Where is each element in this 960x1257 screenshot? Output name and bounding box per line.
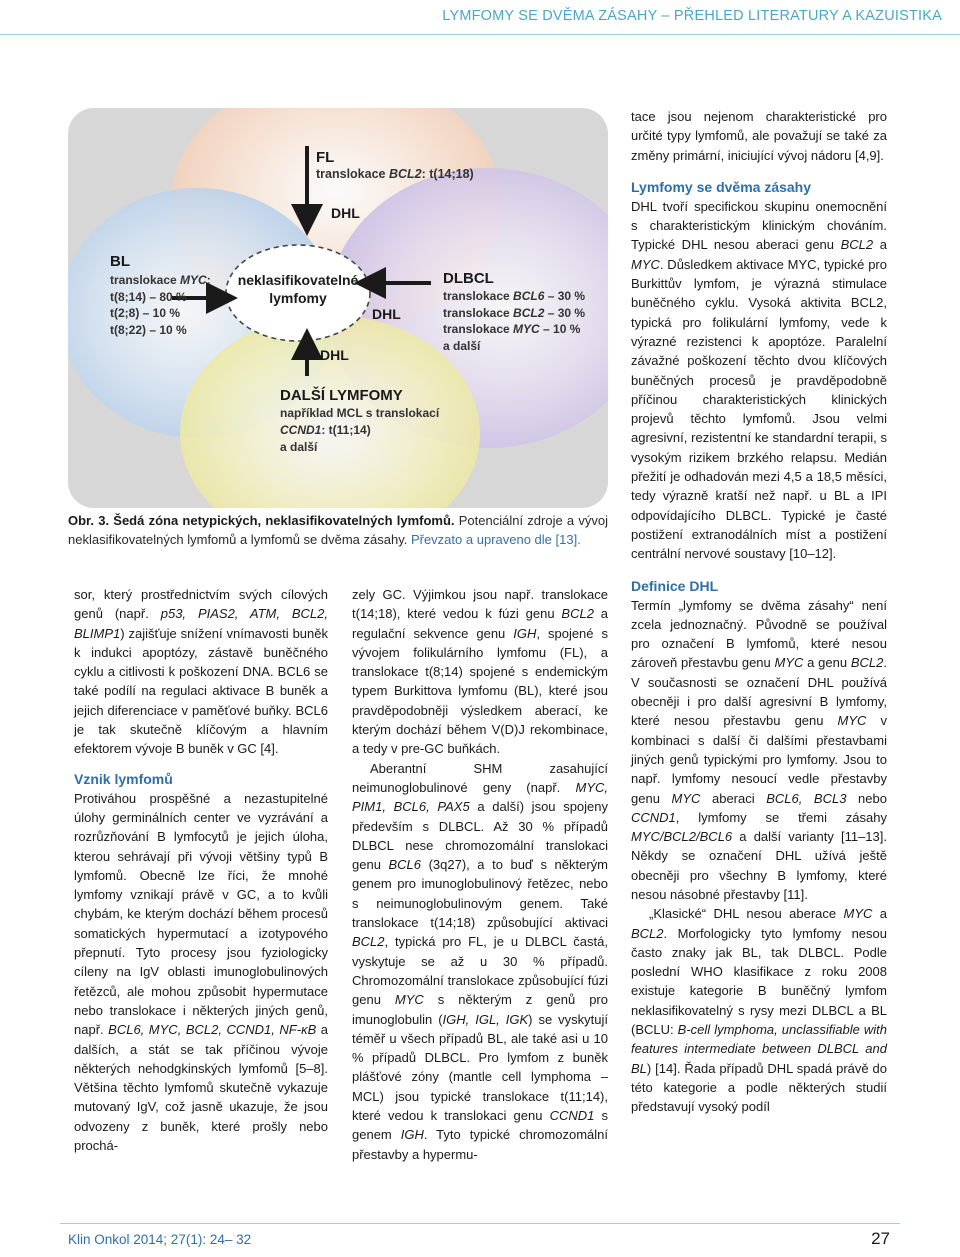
heading-vznik-lymfomu: Vznik lymfomů bbox=[74, 770, 173, 787]
bl-line1: translokace MYC: bbox=[110, 273, 211, 287]
col1-paragraph-2: Protiváhou prospěšné a nezastupitelné úlohy germinálních center ve vyzrávání a rozrůzňování B lymfocytů je jejich úloha, kterou sehrávají při vývoji většiny typů B lymfomů. Obecně lze říci, že mnohé lymfomy vznikají právě v GC, a to kvůli chybám, ke kterým dochází během procesů somatických hypermutací a izotypového přepnutí. Tyto procesy jsou fyziologicky cíleny na IgV oblasti imunoglobulinových řetězců, ale mohou způsobit hypermutace nebo translokace i některých jiných genů, např. BCL6, MYC, BCL2, CCND1, NF-κB a dalších, a stát se tak příčinou vývoje některých nehodgkinských lymfomů [5–8]. Většina těchto lymfomů skutečně vykazuje mutovaný IgV, což jasně ukazuje, že jsou odvozeny z buněk, které prošly nebo prochá- bbox=[74, 790, 329, 1154]
center-label-line2: lymfomy bbox=[269, 290, 327, 306]
bl-line4: t(8;22) – 10 % bbox=[110, 323, 187, 337]
dlbcl-line1: translokace BCL6 – 30 % bbox=[443, 289, 586, 303]
col2-paragraph-1: zely GC. Výjimkou jsou např. translokace t(14;18), které vedou k fúzi genu BCL2 a regulační sekvence genu IGH, spojené s vývojem folikulárního lymfomu (FL), a translokace t(8;14) spojené s endemickým typem Burkittova lymfomu (BL), které jsou pravděpodobněji výsledkem aberací, ke kterým dochází během V(D)J rekombinace, a tedy v pre-GC buňkách. bbox=[352, 587, 609, 757]
other-line1: například MCL s translokací bbox=[280, 406, 440, 420]
center-label-line1: neklasifikovatelné bbox=[237, 272, 359, 288]
heading-definice-dhl: Definice DHL bbox=[631, 577, 719, 594]
dlbcl-line4: a další bbox=[443, 339, 481, 353]
dhl-label-right: DHL bbox=[372, 306, 401, 322]
dlbcl-line3: translokace MYC – 10 % bbox=[443, 322, 581, 336]
header-divider bbox=[0, 34, 960, 35]
bl-title: BL bbox=[110, 253, 130, 270]
other-line2: CCND1: t(11;14) bbox=[280, 423, 371, 437]
figure-venn-diagram bbox=[68, 108, 608, 508]
bl-line3: t(2;8) – 10 % bbox=[110, 306, 181, 320]
figure-caption bbox=[68, 512, 608, 549]
caption-text: Potenciální zdroje a vývoj neklasifikovatelných lymfomů a lymfomů se dvěma zásahy. bbox=[68, 513, 608, 547]
heading-lymfomy-se-dvema-zasahy: Lymfomy se dvěma zásahy bbox=[631, 178, 812, 195]
column-3 bbox=[631, 107, 887, 1117]
fl-title: FL bbox=[316, 149, 335, 166]
footer-journal-citation: Klin Onkol 2014; 27(1): 24– 32 bbox=[68, 1232, 252, 1247]
fl-subtitle: translokace BCL2: t(14;18) bbox=[316, 167, 474, 181]
footer-divider bbox=[60, 1223, 900, 1224]
bl-line2: t(8;14) – 80 % bbox=[110, 290, 187, 304]
dhl-label-bottom: DHL bbox=[320, 347, 349, 363]
page-number: 27 bbox=[871, 1229, 890, 1248]
column-1 bbox=[74, 585, 328, 1155]
dlbcl-line2: translokace BCL2 – 30 % bbox=[443, 306, 586, 320]
dhl-label-top: DHL bbox=[331, 205, 360, 221]
column-2 bbox=[352, 585, 608, 1164]
col3-paragraph-1: DHL tvoří specifickou skupinu onemocnění s charakteristickým klinickým chováním. Typické DHL nesou aberaci genu BCL2 a MYC. Důsledkem aktivace MYC, typické pro Burkittův lymfom, je výrazná stimulace buněčného cyklu. Vysoká aktivita BCL2, typická pro folikulární lymfomy, vede k výrazné rezistenci k apoptóze. Paralelní závažné poškození těchto dvou klíčových buněčných procesů je pravděpodobně příčinou charakteristických klinických projevů těchto lymfomů. Jsou velmi agresivní, rezistentní ke standardní terapii, s vysokým rizikem brzkého relapsu. Medián přežití je odhadován mezi 4,5 a 18,5 měsíci, tedy výrazně kratší než např. u BL a IPI odpovídajícího DLBCL. Typické je časté postižení extranodálních míst a postižení centrální nervové soustavy [10–12]. bbox=[631, 198, 887, 562]
col1-paragraph-1: sor, který prostřednictvím svých cílových genů (např. p53, PIAS2, ATM, BCL2, BLIMP1) zajišťuje snížení vnímavosti buněk k indukci apoptózy, zástavě buněčného cyklu a citlivosti k poškození DNA. BCL6 se také podílí na regulaci aktivace B buněk a jejich diferenciace v paměťové buňky. BCL6 je tak skutečně klíčovým a hlavním efektorem vývoje B buněk v GC [4]. bbox=[74, 587, 329, 757]
col3-paragraph-3: „Klasické“ DHL nesou aberace MYC a BCL2. Morfologicky tyto lymfomy nesou často znaky jak BL, tak DLBCL. Podle poslední WHO klasifikace z roku 2008 existuje kategorie B buněčný lymfom neklasifikovatelný s rysy mezi DLBCL a BL (BCLU: B-cell lymphoma, unclassifiable with features intermediate between DLBCL and BL) [14]. Řada případů DHL spadá právě do této kategorie a podle některých studií představují vysoký podíl bbox=[631, 906, 887, 1115]
running-header: LYMFOMY SE DVĚMA ZÁSAHY – PŘEHLED LITERATURY A KAZUISTIKA bbox=[442, 8, 942, 24]
venn-diagram-svg bbox=[68, 108, 608, 508]
col3-paragraph-0: tace jsou nejenom charakteristické pro určité typy lymfomů, ale považují se také za změny primární, iniciující vývoj nádoru [4,9]. bbox=[631, 109, 887, 163]
col2-paragraph-2: Aberantní SHM zasahující neimunoglobulinové geny (např. MYC, PIM1, BCL6, PAX5 a další) jsou spojeny především s DLBCL. Až 30 % případů DLBCL nese chromozomální translokaci genu BCL6 (3q27), a to buď s některým genem pro imunoglobulinový řetězec, nebo s neimunoglobulinovým genem. Také translokace t(14;18) způsobující aktivaci BCL2, typická pro FL, je u DLBCL častá, vyskytuje se až u 30 % případů. Chromozomální translokace způsobující fúzi genu MYC s některým z genů pro imunoglobulin (IGH, IGL, IGK) se vyskytují téměř u všech případů BL, ale také asi u 10 % případů DLBCL. Pro lymfom z buněk plášťové zóny (mantle cell lymphoma – MCL) jsou typické translokace t(11;14), které vedou k translokaci genu CCND1 s genem IGH. Tyto typické chromozomální přestavby a hypermu- bbox=[352, 760, 608, 1162]
col3-paragraph-2: Termín „lymfomy se dvěma zásahy“ není zcela jednoznačný. Původně se používal pro označení B lymfomů, které nesou zároveň přestavbu genu MYC a genu BCL2. V současnosti se označení DHL používá obecněji i pro další agresivní B lymfomy, které nesou přestavbu genu MYC v kombinaci s další či dalšími přestavbami jiných genů typickými pro lymfomy. Jsou to např. lymfomy nesoucí vedle přestavby genu MYC aberaci BCL6, BCL3 nebo CCND1, lymfomy se třemi zásahy MYC/BCL2/BCL6 a další varianty [11–13]. Někdy se označení DHL užívá ještě obecněji pro všechny B lymfomy, které nesou násobné přestavby [11]. bbox=[631, 597, 887, 902]
caption-source: Převzato a upraveno dle [13]. bbox=[407, 531, 581, 547]
dlbcl-title: DLBCL bbox=[443, 270, 494, 287]
caption-label: Obr. 3. Šedá zóna netypických, neklasifikovatelných lymfomů. bbox=[68, 513, 455, 528]
other-line3: a další bbox=[280, 440, 318, 454]
other-title: DALŠÍ LYMFOMY bbox=[280, 387, 403, 404]
